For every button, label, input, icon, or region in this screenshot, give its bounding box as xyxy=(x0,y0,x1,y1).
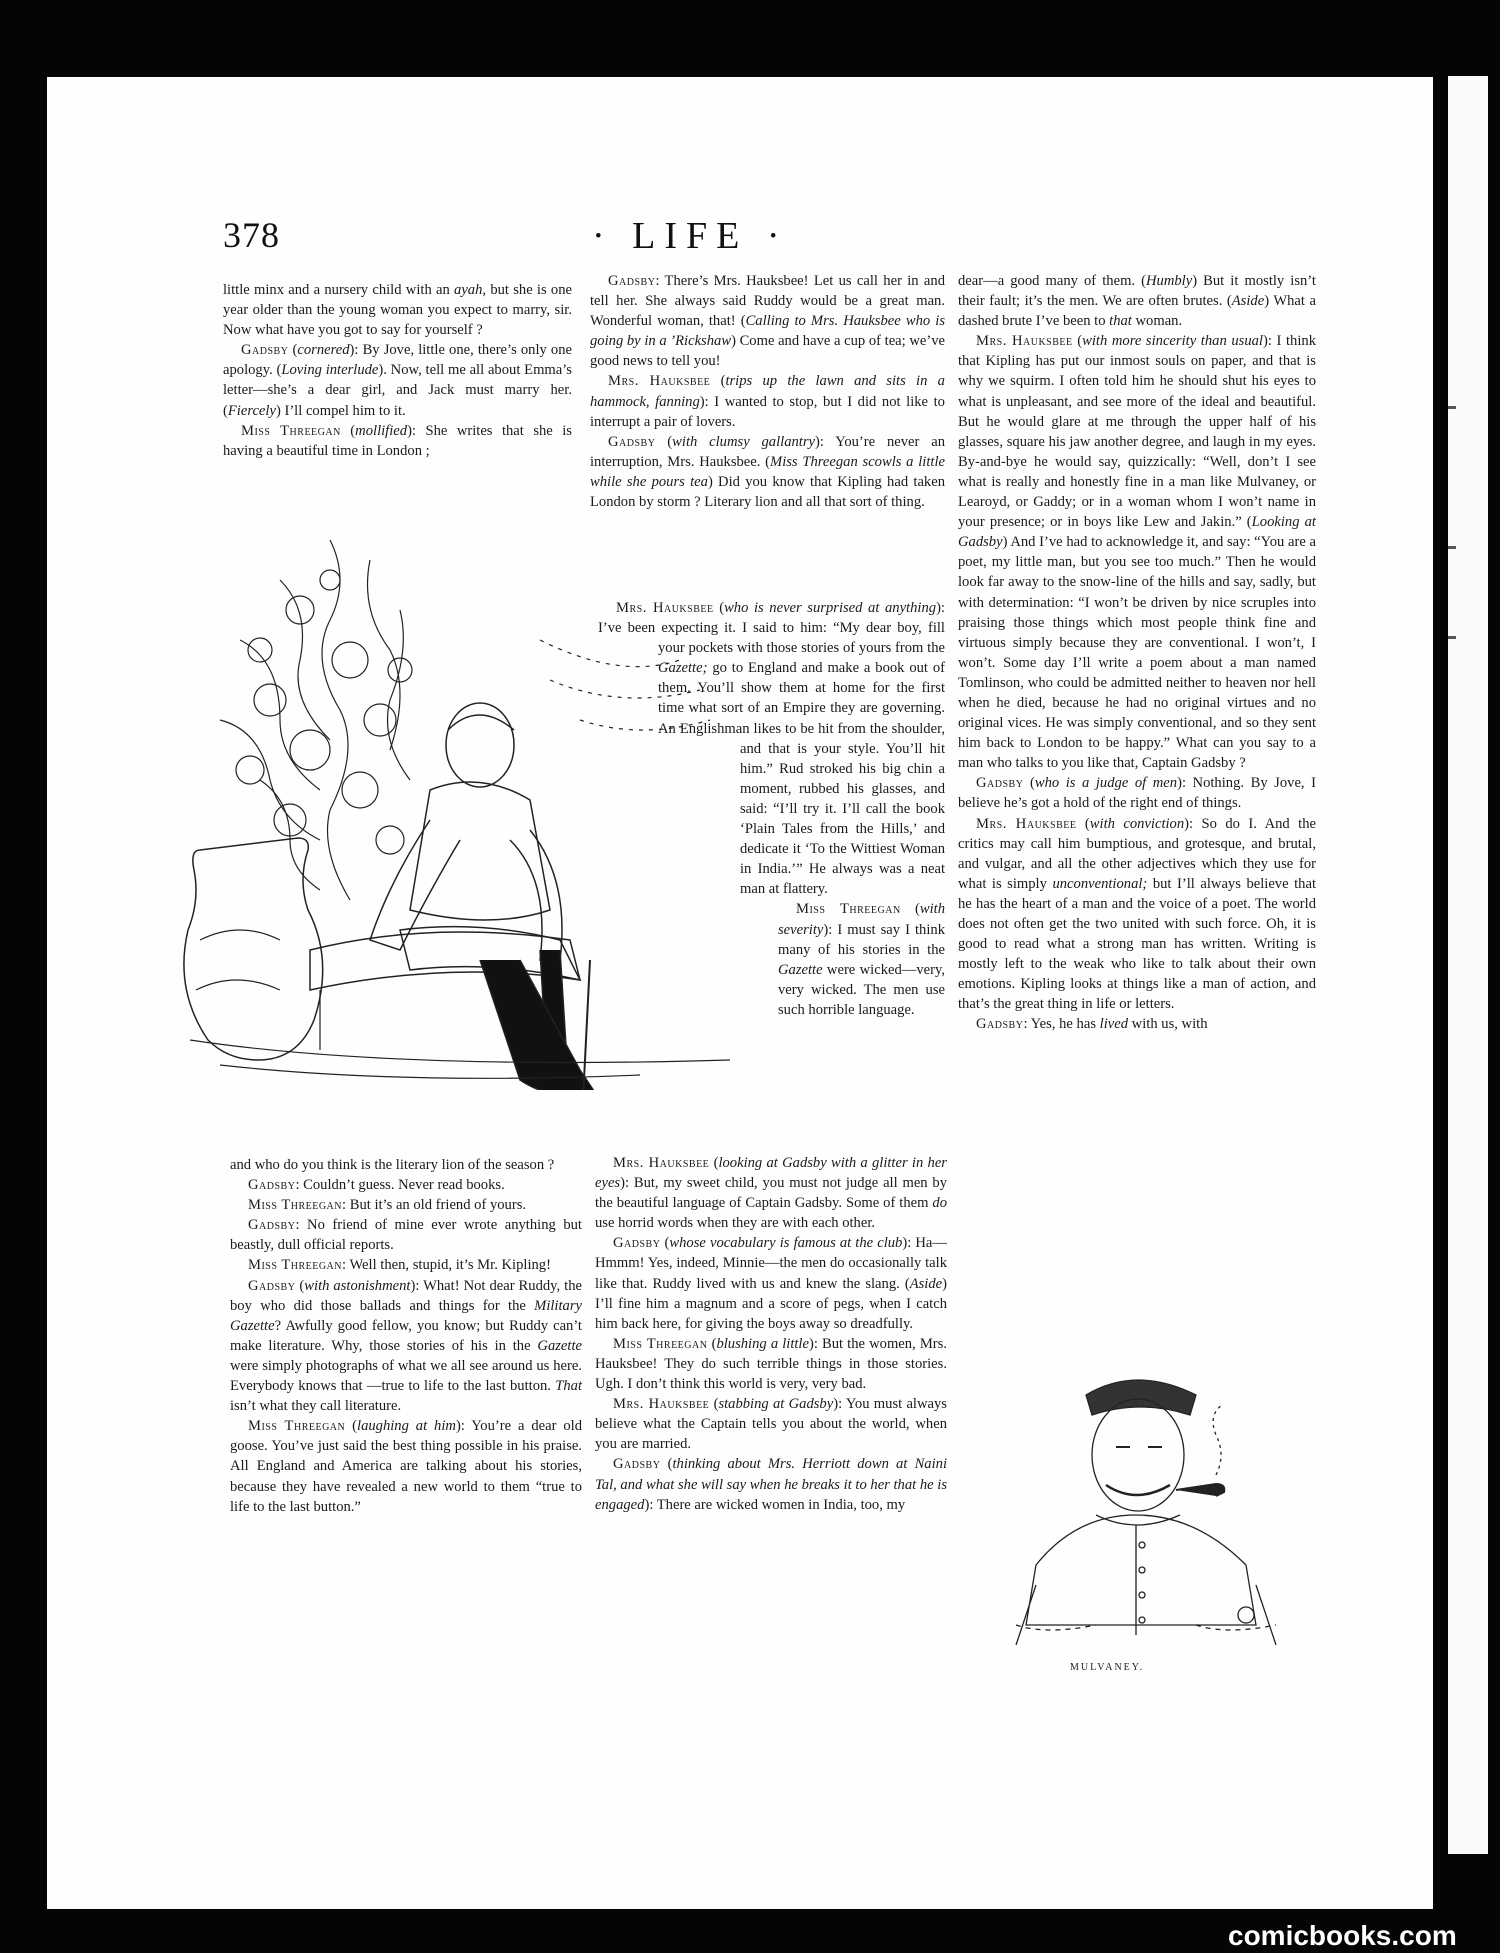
column-3 xyxy=(958,271,1316,1035)
paragraph: Gadsby (with astonishment): What! Not dear Ruddy, the boy who did those ballads and things for the Military Gazette? Awfully good fellow, you know; but Ruddy can’t make literature. Why, those stories of his in the Gazette were simply photographs of what we all see around us here. Everybody knows that —true to life to the last button. That isn’t what they call literature. xyxy=(230,1277,583,1415)
paragraph: Gadsby (who is a judge of men): Nothing. By Jove, I believe he’s got a hold of the right end of things. xyxy=(958,775,1316,812)
paragraph: Gadsby (cornered): By Jove, little one, there’s only one apology. (Loving interlude). Now, tell me all about Emma’s letter—she’s a dear girl, and Jack must marry her. (Fiercely) I’ll compel him to it. xyxy=(223,342,572,419)
illustration-caption: MULVANEY. xyxy=(1070,1662,1145,1673)
paragraph: Mrs. Hauksbee (with conviction): So do I. And the critics may call him bumptious, and grotesque, and brutal, and vulgar, and all the other adjectives which they use for what is simply unconventional; but I’ll always believe that he has the heart of a man and the voice of a poet. The world does not often get the two united with such force. Oh, it is good to read what a strong man has written. Writing is mostly left to the weak who like to talk about their own emotions. Kipling looks at things like a man of action, and that’s the great thing in life or letters. xyxy=(958,815,1317,1013)
paragraph: Gadsby (whose vocabulary is famous at the club): Ha—Hmmm! Yes, indeed, Minnie—the men do occasionally talk like that. Ruddy lived with us and knew the slang. (Aside) I’ll fine him a magnum and a score of pegs, when I catch him back here, for giving the boys away so dreadfully. xyxy=(595,1235,947,1332)
column-1-bottom xyxy=(230,1155,582,1517)
mulvaney-portrait xyxy=(976,1355,1296,1655)
bench xyxy=(310,932,580,990)
paragraph: Mrs. Hauksbee (with more sincerity than usual): I think that Kipling has put our inmost souls on paper, and that is why we squirm. I often told him he should shut his eyes to what is unpleasant, and see more of the ideal and beautiful. But he would glare at me through the upper half of his glasses, square his jaw another degree, and laugh in my eyes. By-and-bye he would say, quizzically: “Well, don’t I see what is really and honestly fine in a man like Mulvaney, or Learoyd, or Gaddy; or in a woman whom I won’t name in your presence; or in boys like Lew and Jakin.” (Looking at Gadsby) And I’ve had to acknowledge it, and say: “You are a poet, my little man, but you see too much.” Then he would look far away to the snow-line of the hills and say, sadly, but with determination: “I won’t be driven by nice scruples into praising those things which most people think fine and virtuous simply because they are conventional. I won’t, I won’t. Some day I’ll write a poem about a man named Tomlinson, who could be admitted neither to heaven nor hell when he died, because he had no original virtues and no original vices. He was simply conventional, and so they sent him back to London to be happy.” What can you say to a man who talks to you like that, Captain Gadsby ? xyxy=(958,333,1316,772)
column-2-bottom xyxy=(595,1153,947,1515)
vase xyxy=(184,838,323,1060)
column-2-wrap xyxy=(598,598,945,1098)
next-page-edge xyxy=(1448,76,1488,1854)
paragraph: Miss Threegan (blushing a little): But the women, Mrs. Hauksbee! They do such terrible things in those stories. Ugh. I don’t think this world is very, very bad. xyxy=(595,1335,947,1393)
paragraph: Miss Threegan (with severity): I must say I think many of his stories in the Gazette were wicked—very, very wicked. The men use such horrible language. xyxy=(778,901,945,1018)
paragraph: Miss Threegan (mollified): She writes that she is having a beautiful time in London ; xyxy=(223,422,572,459)
site-watermark: comicbooks.com xyxy=(1228,1920,1457,1951)
paragraph: Mrs. Hauksbee (trips up the lawn and sits in a hammock, fanning): I wanted to stop, but I did not like to interrupt a pair of lovers. xyxy=(590,373,945,430)
paragraph: dear—a good many of them. (Humbly) But it mostly isn’t their fault; it’s the men. We are often brutes. (Aside) What a dashed brute I’ve been to that woman. xyxy=(958,273,1316,330)
foliage-hatching xyxy=(220,540,412,900)
page-number: 378 xyxy=(223,215,280,255)
seated-figure xyxy=(370,703,610,1090)
column-1-top xyxy=(223,280,572,461)
paragraph: Miss Threegan: But it’s an old friend of yours. xyxy=(248,1197,527,1214)
masthead-life: · LIFE · xyxy=(592,215,789,257)
paragraph: Mrs. Hauksbee (who is never surprised at anything): I’ve been expecting it. I said to him: “My dear boy, fill your pockets with those stories of yours from the Gazette; go to England and make a book out of them. You’ll show them at home for the first time what sort of an Empire they are governing. An Englishman likes to be hit from the shoulder, and that is your style. You’ll hit him.” Rud stroked his big chin a moment, rubbed his glasses, and said: “I’ll try it. I’ll call the book ‘Plain Tales from the Hills,’ and dedicate it ‘To the Wittiest Woman in India.’” He always was a neat man at flattery. xyxy=(598,600,945,898)
paragraph: Mrs. Hauksbee (looking at Gadsby with a glitter in her eyes): But, my sweet child, you must not judge all men by the beautiful language of Captain Gadsby. Some of them do use horrid words when they are with each other. xyxy=(595,1155,947,1232)
paragraph: Gadsby (thinking about Mrs. Herriott down at Naini Tal, and what she will say when he breaks it to her that he is engaged): There are wicked women in India, too, my xyxy=(595,1456,948,1513)
paragraph: Gadsby: No friend of mine ever wrote anything but beastly, dull official reports. xyxy=(230,1217,582,1254)
paragraph: Gadsby: Yes, he has lived with us, with xyxy=(976,1016,1208,1033)
paragraph: little minx and a nursery child with an ayah, but she is one year older than the young woman you expect to marry, sir. Now what have you got to say for yourself ? xyxy=(223,282,572,339)
paragraph: Gadsby (with clumsy gallantry): You’re never an interruption, Mrs. Hauksbee. (Miss Threegan scowls a little while she pours tea) Did you know that Kipling had taken London by storm ? Literary lion and all that sort of thing. xyxy=(590,433,945,511)
paragraph: Mrs. Hauksbee (stabbing at Gadsby): You must always believe what the Captain tells you about the world, when you are married. xyxy=(595,1396,947,1453)
paragraph: Miss Threegan: Well then, stupid, it’s Mr. Kipling! xyxy=(248,1257,551,1274)
paragraph: Gadsby: Couldn’t guess. Never read books. xyxy=(248,1177,505,1194)
column-2-top xyxy=(590,271,945,512)
paragraph: Miss Threegan (laughing at him): You’re a dear old goose. You’ve just said the best thing possible in his praise. All England and America are talking about his stories, because they have revealed a new world to them “true to life to the last button.” xyxy=(230,1418,582,1515)
paragraph: and who do you think is the literary lion of the season ? xyxy=(230,1157,555,1173)
paragraph: Gadsby: There’s Mrs. Hauksbee! Let us call her in and tell her. She always said Ruddy would be a great man. Wonderful woman, that! (Calling to Mrs. Hauksbee who is going by in a ’Rickshaw) Come and have a cup of tea; we’ve good news to tell you! xyxy=(590,273,946,370)
